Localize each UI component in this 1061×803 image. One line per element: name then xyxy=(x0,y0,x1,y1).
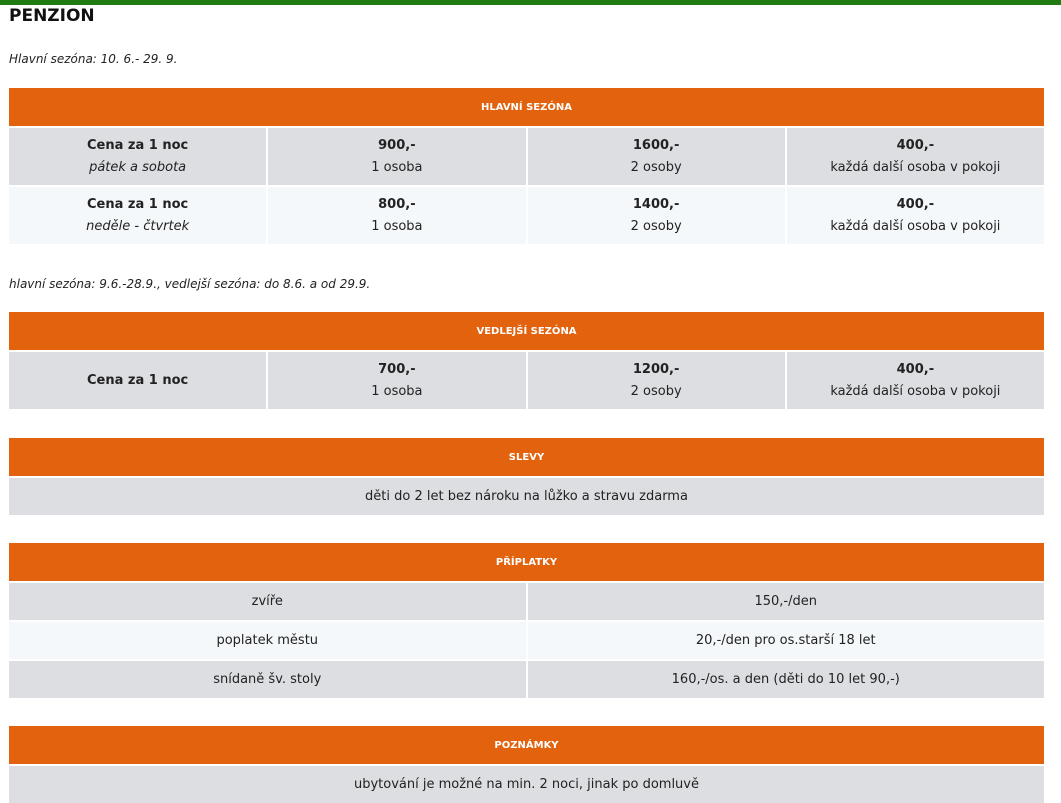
table-row xyxy=(9,620,1044,659)
table-row xyxy=(9,476,1044,515)
price-desc: 2 osoby xyxy=(630,383,682,399)
price-cell-double xyxy=(526,128,785,185)
note-cell xyxy=(9,766,1044,803)
price-desc: 1 osoba xyxy=(371,159,423,175)
price-sublabel: pátek a sobota xyxy=(89,159,187,175)
price-cell-single xyxy=(266,187,525,244)
price-value: 400,- xyxy=(896,196,935,212)
table-row xyxy=(9,764,1044,803)
discounts-table xyxy=(9,438,1044,515)
price-desc: každá další osoba v pokoji xyxy=(830,383,1001,399)
price-desc: každá další osoba v pokoji xyxy=(830,159,1001,175)
price-cell-single xyxy=(266,352,525,409)
discount-cell xyxy=(9,478,1044,515)
secondary-season-note: hlavní sezóna: 9.6.-28.9., vedlejší sezóna: do 8.6. a od 29.9. xyxy=(9,277,371,291)
price-sublabel: neděle - čtvrtek xyxy=(86,218,190,234)
surcharge-price-cell xyxy=(526,583,1045,620)
price-desc: 2 osoby xyxy=(630,218,682,234)
surcharges-header: PŘÍPLATKY xyxy=(9,543,1044,581)
surcharge-item: poplatek městu xyxy=(216,632,319,648)
price-value: 1400,- xyxy=(632,196,680,212)
price-cell-extra xyxy=(785,352,1044,409)
surcharge-price: 150,-/den xyxy=(754,593,817,609)
surcharge-price-cell xyxy=(526,622,1045,659)
note-text: ubytování je možné na min. 2 noci, jinak po domluvě xyxy=(353,776,699,792)
price-value: 400,- xyxy=(896,137,935,153)
surcharge-price-cell xyxy=(526,661,1045,698)
price-cell-extra xyxy=(785,128,1044,185)
surcharge-item: zvíře xyxy=(251,593,283,609)
price-desc: 2 osoby xyxy=(630,159,682,175)
price-desc: každá další osoba v pokoji xyxy=(830,218,1001,234)
main-season-header: HLAVNÍ SEZÓNA xyxy=(9,88,1044,126)
main-season-note: Hlavní sezóna: 10. 6.- 29. 9. xyxy=(9,52,178,66)
surcharge-item: snídaně šv. stoly xyxy=(213,671,322,687)
surcharge-price: 160,-/os. a den (děti do 10 let 90,-) xyxy=(671,671,900,687)
surcharge-item-cell xyxy=(9,622,526,659)
price-value: 400,- xyxy=(896,361,935,377)
page-title: PENZION xyxy=(9,6,95,26)
price-value: 800,- xyxy=(378,196,416,212)
price-label: Cena za 1 noc xyxy=(87,372,189,388)
price-value: 900,- xyxy=(378,137,416,153)
price-cell-double xyxy=(526,352,785,409)
surcharge-item-cell xyxy=(9,661,526,698)
secondary-season-table xyxy=(9,312,1044,409)
price-label-cell xyxy=(9,128,266,185)
price-value: 700,- xyxy=(378,361,416,377)
notes-table xyxy=(9,726,1044,803)
discount-text: děti do 2 let bez nároku na lůžko a stravu zdarma xyxy=(365,488,688,504)
price-label: Cena za 1 noc xyxy=(87,196,189,212)
price-value: 1200,- xyxy=(632,361,680,377)
surcharge-item-cell xyxy=(9,583,526,620)
main-season-table xyxy=(9,88,1044,244)
table-row xyxy=(9,350,1044,409)
table-row xyxy=(9,581,1044,620)
top-accent-bar xyxy=(0,0,1061,5)
price-label-cell xyxy=(9,187,266,244)
notes-header: POZNÁMKY xyxy=(9,726,1044,764)
discounts-header: SLEVY xyxy=(9,438,1044,476)
price-label: Cena za 1 noc xyxy=(87,137,189,153)
table-row xyxy=(9,126,1044,185)
price-cell-double xyxy=(526,187,785,244)
price-desc: 1 osoba xyxy=(371,383,423,399)
price-cell-extra xyxy=(785,187,1044,244)
price-cell-single xyxy=(266,128,525,185)
table-row xyxy=(9,659,1044,698)
surcharges-table xyxy=(9,543,1044,698)
surcharge-price: 20,-/den pro os.starší 18 let xyxy=(695,632,876,648)
table-row xyxy=(9,185,1044,244)
price-label-cell xyxy=(9,352,266,409)
secondary-season-header: VEDLEJŠÍ SEZÓNA xyxy=(9,312,1044,350)
price-desc: 1 osoba xyxy=(371,218,423,234)
price-value: 1600,- xyxy=(632,137,680,153)
